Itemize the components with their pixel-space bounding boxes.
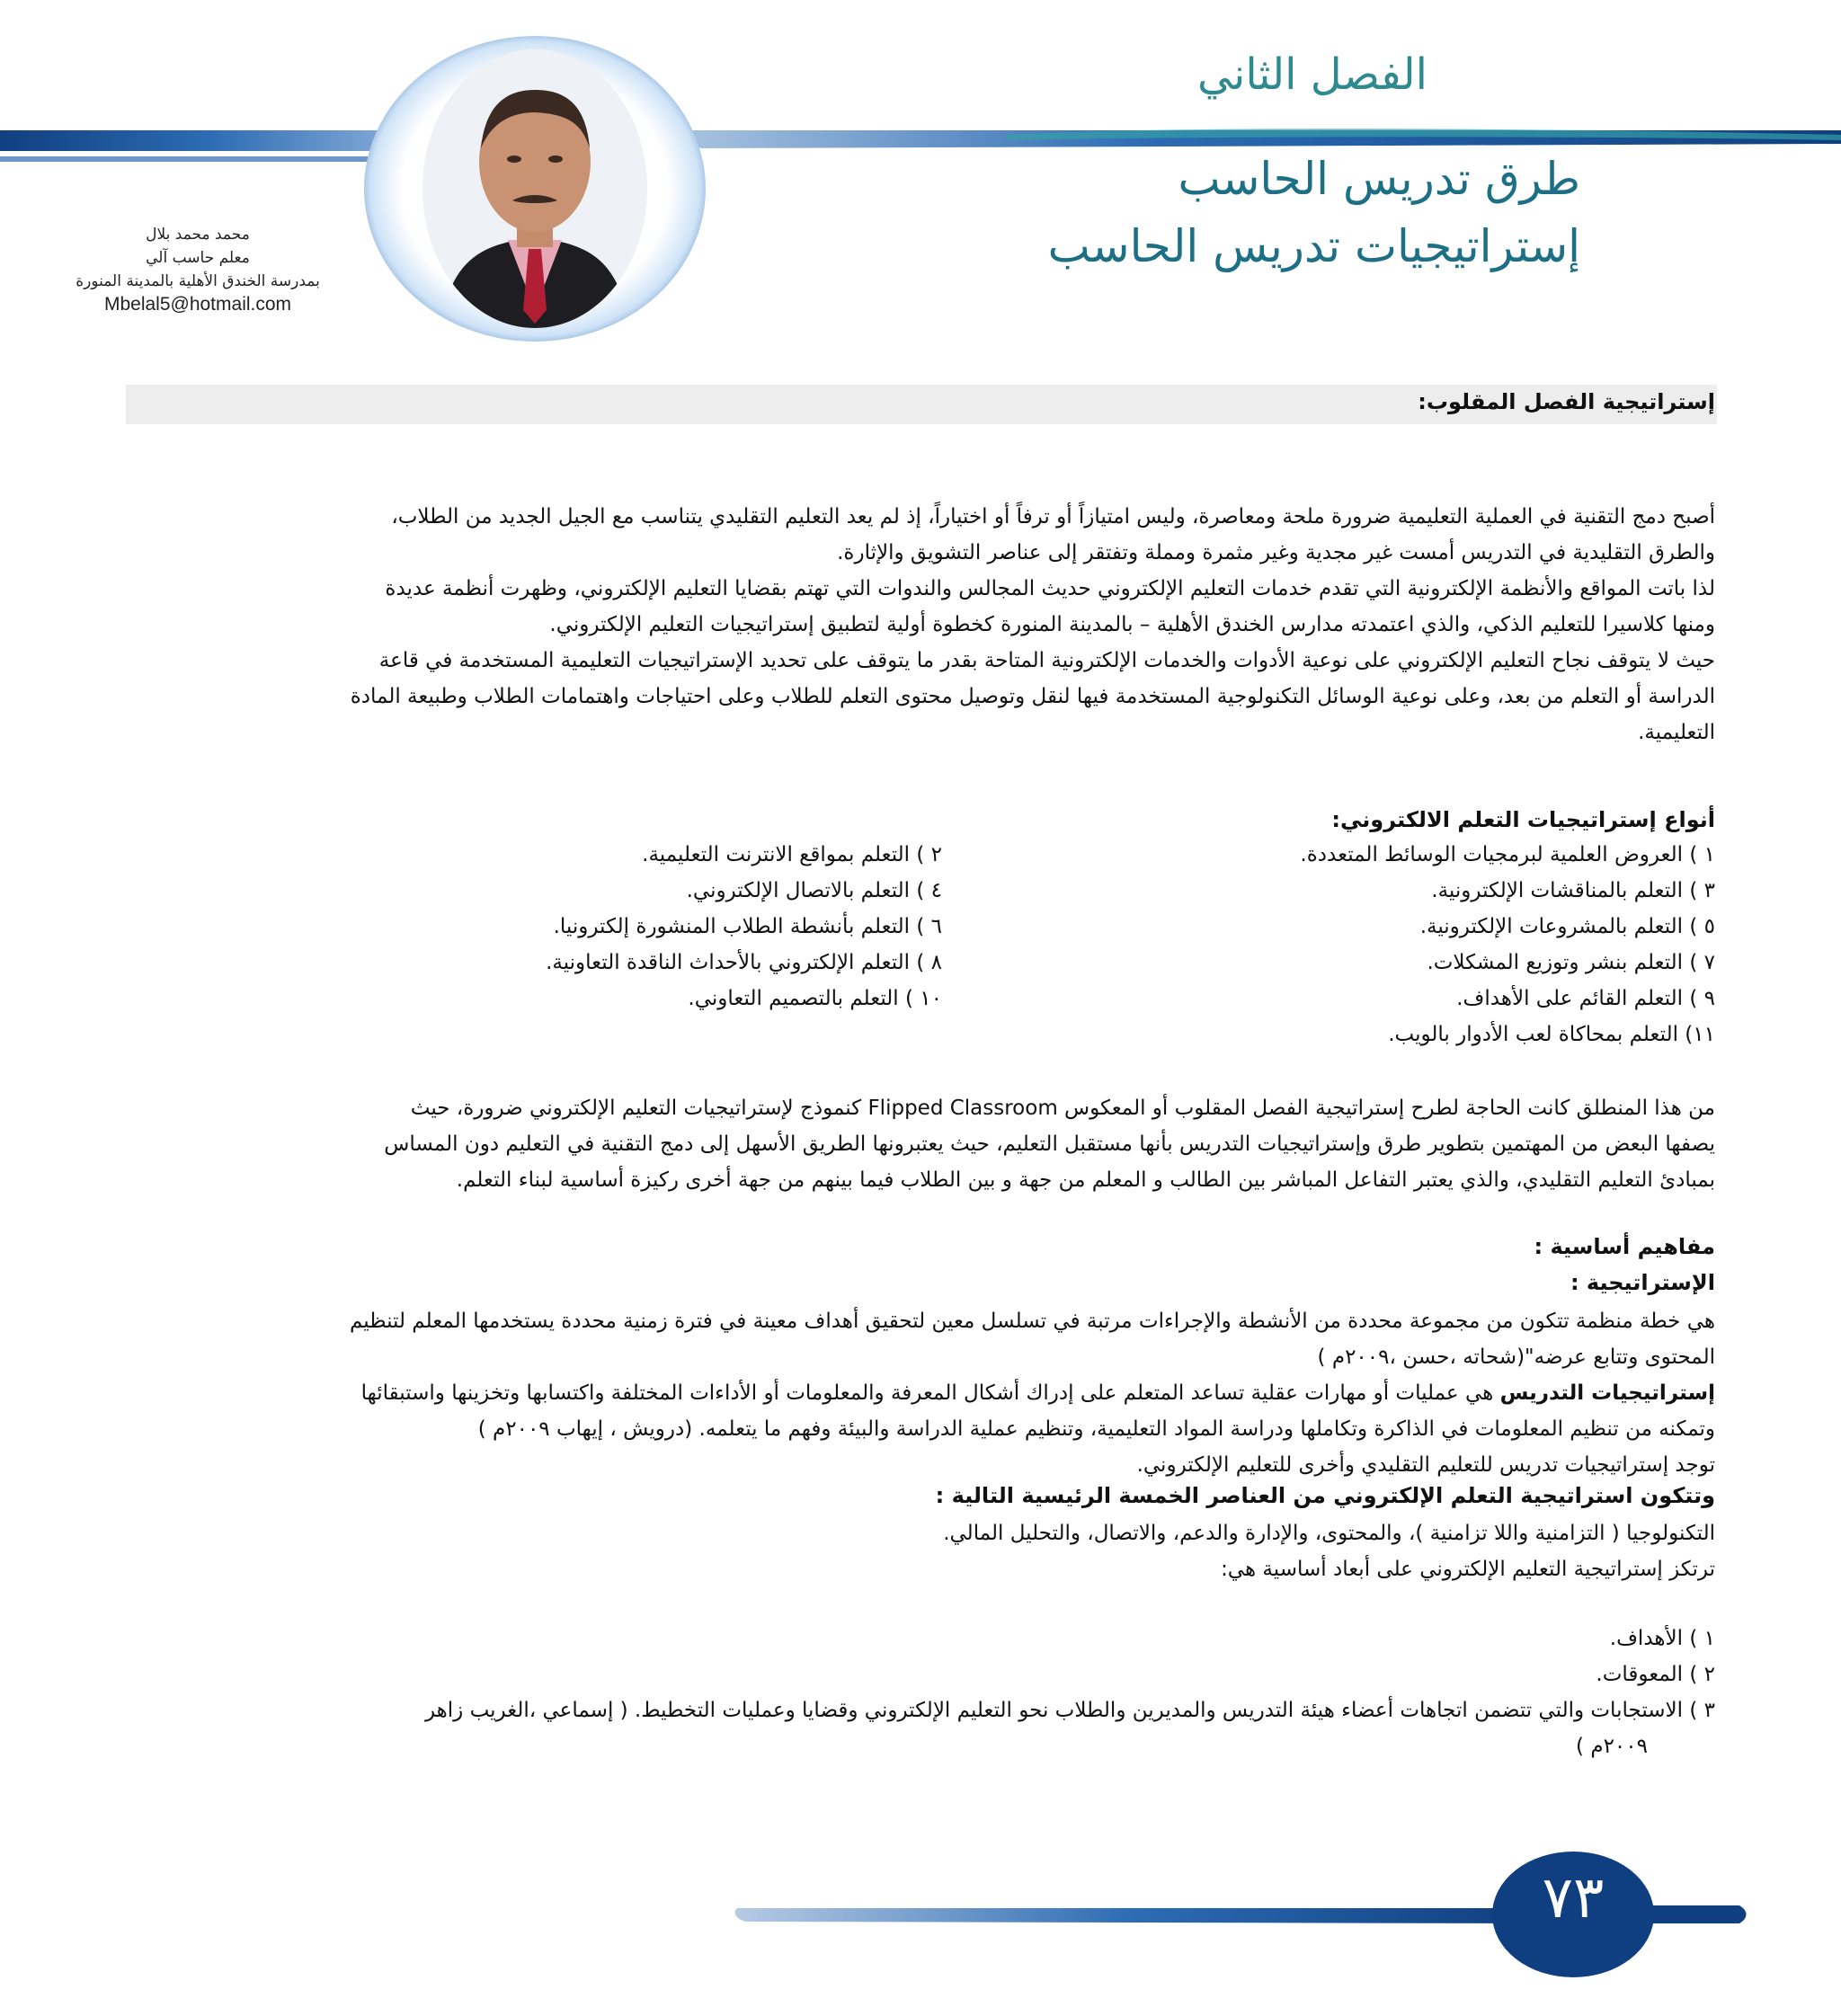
strategy-heading: الإستراتيجية :: [1570, 1270, 1715, 1295]
strategy-line: المحتوى وتتابع عرضه"(شحاته ،حسن ،٢٠٠٩م ): [1317, 1345, 1715, 1369]
elements-heading: وتتكون استراتيجية التعلم الإلكتروني من العناصر الخمسة الرئيسية التالية :: [935, 1483, 1715, 1508]
left-swoosh: [0, 130, 420, 151]
elements-line: التكنولوجيا ( التزامنية واللا تزامنية )، والمحتوى، والإدارة والدعم، والاتصال، والتحليل المالي.: [943, 1522, 1715, 1545]
dimension-item: ٣ ) الاستجابات والتي تتضمن اتجاهات أعضاء هيئة التدريس والمديرين والطلاب نحو التعليم الإلكتروني وقضايا وعمليات التخطيط. ( إسماعي ،الغريب زاهر: [424, 1699, 1715, 1722]
flipped-line: يصفها البعض من المهتمين بتطوير طرق وإستراتيجيات التدريس بأنها مستقبل التعليم، حيث يعتبرونها الطريق الأسهل إلى دمج التقنية في التعليم دون المساس: [384, 1132, 1715, 1156]
footer-swoosh: [735, 1908, 1528, 1923]
intro-line: التعليمية.: [1638, 721, 1715, 744]
dimension-item: ٢٠٠٩م ): [1576, 1735, 1648, 1758]
intro-line: أصبح دمج التقنية في العملية التعليمية ضرورة ملحة ومعاصرة، وليس امتيازاً أو ترفاً أو اختياراً، إذ لم يعد التعليم التقليدي يتناسب مع الجيل الجديد من الطلاب،: [391, 505, 1715, 528]
list-item: ٣ ) التعلم بالمناقشات الإلكترونية.: [1431, 879, 1715, 902]
intro-line: لذا باتت المواقع والأنظمة الإلكترونية التي تقدم خدمات التعليم الإلكتروني حديث المجالس والندوات التي تهتم بقضايا التعليم الإلكتروني، وظهرت أنظمة عديدة: [385, 577, 1715, 600]
teaching-line: [130, 1375, 1715, 1411]
author-role: معلم حاسب آلي: [146, 249, 250, 267]
intro-line: ومنها كلاسيرا للتعليم الذكي، والذي اعتمدته مدارس الخندق الأهلية – بالمدينة المنورة كخطوة أولية لتطبيق إستراتيجيات التعليم الإلكتروني.: [549, 613, 1715, 636]
author-info: [54, 223, 342, 316]
left-swoosh-thin: [0, 156, 405, 162]
intro-line: والطرق التقليدية في التدريس أمست غير مجدية وغير مثمرة ومملة وتفتقر إلى عناصر التشويق والإثارة.: [837, 541, 1715, 564]
intro-line: حيث لا يتوقف نجاح التعليم الإلكتروني على نوعية الأدوات والخدمات الإلكترونية المتاحة بقدر ما يتوقف على تحديد الإستراتيجيات التعليمية المستخدمة في قاعة: [378, 649, 1715, 672]
author-email[interactable]: Mbelal5@hotmail.com: [103, 294, 292, 315]
list-item: ٨ ) التعلم الإلكتروني بالأحداث الناقدة التعاونية.: [546, 951, 942, 974]
dimension-item: ١ ) الأهداف.: [1609, 1627, 1715, 1650]
list-item: ٦ ) التعلم بأنشطة الطلاب المنشورة إلكترونيا.: [553, 915, 942, 938]
list-item: ٧ ) التعلم بنشر وتوزيع المشكلات.: [1427, 951, 1715, 974]
teaching-label: إستراتيجيات التدريس: [1499, 1381, 1715, 1405]
list-item: ٥ ) التعلم بالمشروعات الإلكترونية.: [1419, 915, 1715, 938]
elements-line: ترتكز إستراتيجية التعليم الإلكتروني على أبعاد أساسية هي:: [1221, 1558, 1715, 1581]
list-item: ٤ ) التعلم بالاتصال الإلكتروني.: [686, 879, 942, 902]
subtitle-teaching-strategies: إستراتيجيات تدريس الحاسب: [1047, 220, 1580, 272]
chapter-title: الفصل الثاني: [1197, 49, 1427, 100]
flipped-line: من هذا المنطلق كانت الحاجة لطرح إستراتيجية الفصل المقلوب أو المعكوس Flipped Classroom كنموذج لإستراتيجيات التعليم الإلكتروني ضرورة، حيث: [410, 1097, 1715, 1120]
intro-paragraph: [130, 499, 1715, 750]
list-item: ١٠ ) التعلم بالتصميم التعاوني.: [688, 987, 942, 1010]
subtitle-teaching-methods: طرق تدريس الحاسب: [1178, 153, 1580, 205]
portrait-illustration: [422, 49, 647, 328]
flipped-paragraph: [130, 1090, 1715, 1198]
concepts-heading: مفاهيم أساسية :: [1534, 1234, 1715, 1259]
list-item: ٩ ) التعلم القائم على الأهداف.: [1456, 987, 1715, 1010]
strategy-definition: [130, 1303, 1715, 1375]
types-heading: أنواع إستراتيجيات التعلم الالكتروني:: [1331, 807, 1715, 832]
author-school: بمدرسة الخندق الأهلية بالمدينة المنورة: [76, 272, 320, 290]
teaching-line: وتمكنه من تنظيم المعلومات في الذاكرة وتكاملها ودراسة المواد التعليمية، وتنظيم عملية الدراسة والبيئة وفهم ما يتعلمه. (درويش ، إيهاب ٢٠٠٩م ): [477, 1417, 1715, 1441]
list-item: ١ ) العروض العلمية لبرمجيات الوسائط المتعددة.: [1300, 843, 1715, 866]
flipped-line: بمبادئ التعليم التقليدي، والذي يعتبر التفاعل المباشر بين الطالب و المعلم من جهة و بين الطلاب فيما بينهم من جهة أخرى ركيزة أساسية لبناء التعلم.: [456, 1168, 1715, 1192]
author-photo: [422, 49, 647, 328]
author-name: محمد محمد بلال: [146, 226, 250, 244]
section-title: إستراتيجية الفصل المقلوب:: [1418, 389, 1715, 414]
dimension-item: ٢ ) المعوقات.: [1596, 1663, 1715, 1686]
page-number: ٧٣: [1542, 1865, 1605, 1932]
intro-line: الدراسة أو التعلم من بعد، وعلى نوعية الوسائل التكنولوجية المستخدمة فيها لنقل وتوصيل محتوى التعلم للطلاب وعلى احتياجات واهتمامات الطلاب وطبيعة المادة: [350, 685, 1715, 708]
teaching-strategies-paragraph: [130, 1375, 1715, 1483]
list-item: ٢ ) التعلم بمواقع الانترنت التعليمية.: [642, 843, 942, 866]
list-item: ١١) التعلم بمحاكاة لعب الأدوار بالويب.: [1388, 1023, 1715, 1046]
strategy-line: هي خطة منظمة تتكون من مجموعة محددة من الأنشطة والإجراءات مرتبة في تسلسل معين لتحقيق أهداف معينة في فترة زمنية محددة يستخدمها المعلم لتنظيم: [349, 1310, 1715, 1333]
teaching-line: توجد إستراتيجيات تدريس للتعليم التقليدي وأخرى للتعليم الإلكتروني.: [1136, 1453, 1715, 1477]
teaching-text: هي عمليات أو مهارات عقلية تساعد المتعلم على إدراك أشكال المعرفة والمعلومات أو الأداءات المختلفة واكتسابها وتخزينها واستبقائها: [360, 1381, 1494, 1405]
